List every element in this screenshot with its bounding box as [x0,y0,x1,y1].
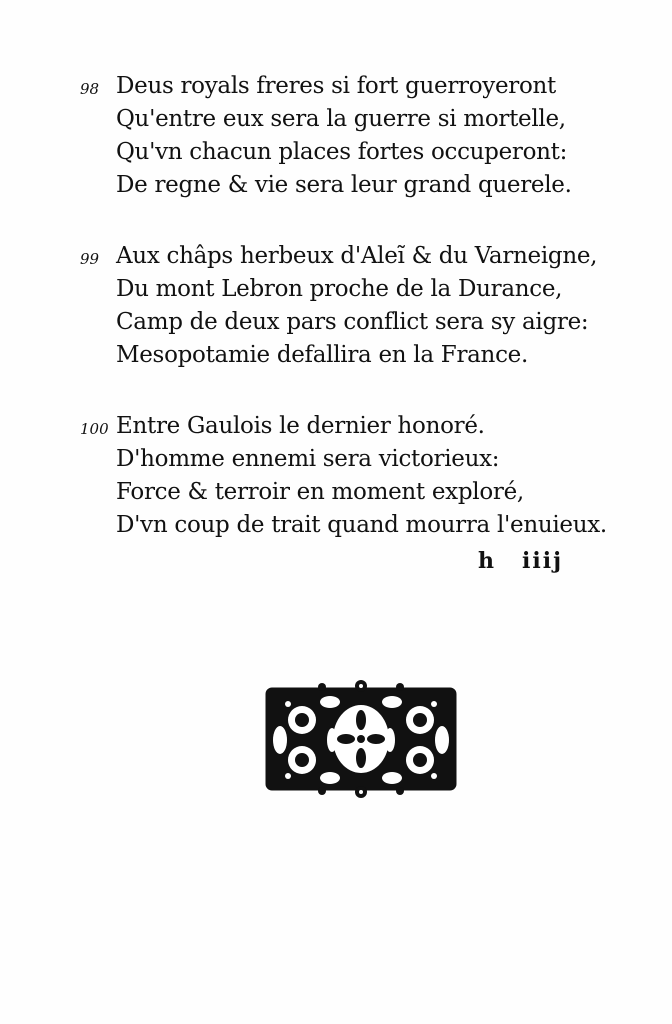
quatrain-98 [80,70,640,202]
verse-line [80,136,640,169]
signature-numeral: iiij [522,548,564,574]
signature-letter: h [478,548,496,574]
verse-text: Du mont Lebron proche de la Durance, [116,276,563,302]
verse-line [80,443,640,476]
verse-line [80,306,640,339]
verse-line [80,509,640,542]
verse-text: De regne & vie sera leur grand querele. [116,172,572,198]
quatrain-99 [80,240,640,372]
quatrain-number: 100 [80,420,109,438]
verse-text: Aux châps herbeux d'Aleĩ & du Varneigne, [116,243,598,269]
verse-text: Force & terroir en moment exploré, [116,479,524,505]
verse-text: Mesopotamie defallira en la France. [116,342,528,368]
verse-line [80,70,640,103]
quatrain-number: 99 [80,250,100,268]
verse-text: Deus royals freres si fort guerroyeront [116,73,557,99]
quatrain-number: 98 [80,80,100,98]
verse-line [80,240,640,273]
verse-line [80,476,640,509]
verse-line [80,273,640,306]
verse-line [80,339,640,372]
verse-text: D'homme ennemi sera victorieux: [116,446,500,472]
verse-line [80,169,640,202]
quatrain-100 [80,410,640,542]
signature-mark [478,548,563,574]
floral-ornament-icon [262,680,460,798]
verse-text: Qu'entre eux sera la guerre si mortelle, [116,106,566,132]
verse-text: Camp de deux pars conflict sera sy aigre: [116,309,589,335]
verse-text: Entre Gaulois le dernier honoré. [116,413,485,439]
verse-text: Qu'vn chacun places fortes occuperont: [116,139,568,165]
verse-line [80,103,640,136]
verse-line [80,410,640,443]
verse-text: D'vn coup de trait quand mourra l'enuieux. [116,512,607,538]
